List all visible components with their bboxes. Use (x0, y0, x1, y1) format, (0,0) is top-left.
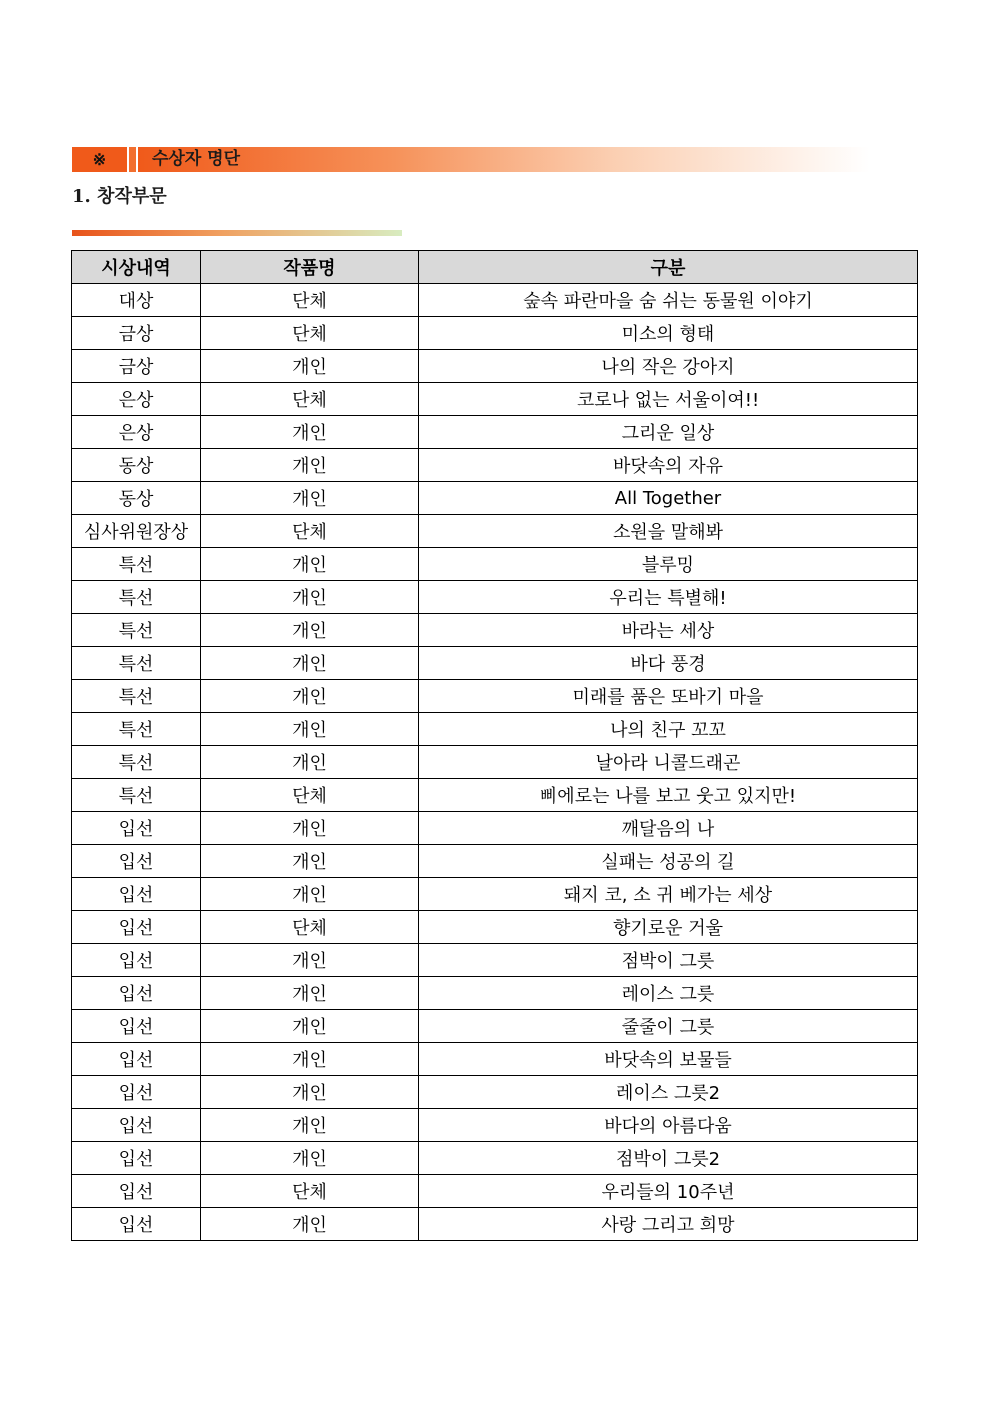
cell-award: 입선 (72, 1043, 201, 1076)
cell-work-type: 개인 (201, 449, 419, 482)
cell-work-type: 개인 (201, 977, 419, 1010)
cell-award: 특선 (72, 746, 201, 779)
cell-title: 바닷속의 보물들 (419, 1043, 918, 1076)
cell-title: 사랑 그리고 희망 (419, 1208, 918, 1241)
table-row (72, 284, 918, 317)
table-row (72, 680, 918, 713)
table-header (72, 251, 918, 284)
table-row (72, 1175, 918, 1208)
cell-work-type: 단체 (201, 1175, 419, 1208)
section-banner (72, 147, 870, 172)
cell-award: 입선 (72, 878, 201, 911)
cell-award: 입선 (72, 1010, 201, 1043)
cell-award: 은상 (72, 416, 201, 449)
header-award: 시상내역 (72, 251, 201, 284)
cell-award: 심사위원장상 (72, 515, 201, 548)
table-row (72, 1043, 918, 1076)
awards-table (71, 250, 918, 1241)
cell-work-type: 개인 (201, 1142, 419, 1175)
cell-title: 우리들의 10주년 (419, 1175, 918, 1208)
cell-work-type: 단체 (201, 317, 419, 350)
cell-title: 그리운 일상 (419, 416, 918, 449)
cell-work-type: 개인 (201, 1043, 419, 1076)
cell-work-type: 개인 (201, 416, 419, 449)
cell-title: 나의 작은 강아지 (419, 350, 918, 383)
cell-work-type: 개인 (201, 713, 419, 746)
table-row (72, 878, 918, 911)
cell-award: 특선 (72, 713, 201, 746)
table-row (72, 317, 918, 350)
table-row (72, 977, 918, 1010)
cell-work-type: 개인 (201, 581, 419, 614)
cell-title: 레이스 그릇 (419, 977, 918, 1010)
header-row (72, 251, 918, 284)
cell-work-type: 개인 (201, 350, 419, 383)
cell-award: 특선 (72, 614, 201, 647)
table-row (72, 1109, 918, 1142)
cell-title: 나의 친구 꼬꼬 (419, 713, 918, 746)
table-row (72, 416, 918, 449)
table-row (72, 911, 918, 944)
table-row (72, 449, 918, 482)
table-row (72, 1142, 918, 1175)
cell-award: 입선 (72, 1109, 201, 1142)
cell-award: 특선 (72, 581, 201, 614)
cell-work-type: 개인 (201, 482, 419, 515)
table-row (72, 581, 918, 614)
cell-work-type: 단체 (201, 383, 419, 416)
cell-title: 우리는 특별해! (419, 581, 918, 614)
cell-work-type: 개인 (201, 1109, 419, 1142)
table-row (72, 746, 918, 779)
cell-award: 입선 (72, 911, 201, 944)
cell-work-type: 개인 (201, 1076, 419, 1109)
cell-work-type: 개인 (201, 548, 419, 581)
header-title: 구분 (419, 251, 918, 284)
banner-title: 수상자 명단 (152, 149, 241, 169)
cell-title: 바라는 세상 (419, 614, 918, 647)
table-row (72, 614, 918, 647)
cell-title: 미래를 품은 또바기 마을 (419, 680, 918, 713)
cell-award: 입선 (72, 812, 201, 845)
cell-work-type: 개인 (201, 680, 419, 713)
table-body (72, 284, 918, 1241)
cell-title: 점박이 그릇2 (419, 1142, 918, 1175)
cell-work-type: 개인 (201, 614, 419, 647)
cell-title: 돼지 코, 소 귀 베가는 세상 (419, 878, 918, 911)
cell-work-type: 개인 (201, 812, 419, 845)
table-row (72, 350, 918, 383)
section-heading: 1. 창작부문 (72, 186, 167, 207)
cell-work-type: 단체 (201, 284, 419, 317)
cell-award: 은상 (72, 383, 201, 416)
table-row (72, 1208, 918, 1241)
cell-work-type: 개인 (201, 1010, 419, 1043)
table-row (72, 482, 918, 515)
cell-title: 깨달음의 나 (419, 812, 918, 845)
cell-work-type: 개인 (201, 845, 419, 878)
cell-award: 금상 (72, 317, 201, 350)
reference-mark-icon: ※ (72, 147, 127, 172)
cell-award: 대상 (72, 284, 201, 317)
table-row (72, 1076, 918, 1109)
cell-award: 금상 (72, 350, 201, 383)
cell-award: 입선 (72, 1076, 201, 1109)
table-row (72, 515, 918, 548)
cell-work-type: 개인 (201, 647, 419, 680)
cell-work-type: 개인 (201, 746, 419, 779)
cell-title: 바다 풍경 (419, 647, 918, 680)
cell-title: 바닷속의 자유 (419, 449, 918, 482)
cell-work-type: 개인 (201, 1208, 419, 1241)
cell-award: 특선 (72, 548, 201, 581)
cell-award: 입선 (72, 977, 201, 1010)
header-work-type: 작품명 (201, 251, 419, 284)
cell-award: 동상 (72, 482, 201, 515)
table-row (72, 713, 918, 746)
table-row (72, 944, 918, 977)
cell-title: 삐에로는 나를 보고 웃고 있지만! (419, 779, 918, 812)
cell-work-type: 단체 (201, 779, 419, 812)
table-row (72, 779, 918, 812)
heading-underline-bar (72, 230, 402, 236)
cell-title: 향기로운 거울 (419, 911, 918, 944)
cell-title: 줄줄이 그릇 (419, 1010, 918, 1043)
table-row (72, 1010, 918, 1043)
cell-title: 실패는 성공의 길 (419, 845, 918, 878)
cell-title: All Together (419, 482, 918, 515)
cell-award: 입선 (72, 845, 201, 878)
cell-award: 특선 (72, 779, 201, 812)
cell-award: 입선 (72, 1175, 201, 1208)
cell-title: 블루밍 (419, 548, 918, 581)
table-row (72, 845, 918, 878)
cell-work-type: 단체 (201, 515, 419, 548)
cell-award: 입선 (72, 1142, 201, 1175)
cell-title: 소원을 말해봐 (419, 515, 918, 548)
banner-separator (129, 147, 136, 172)
cell-award: 동상 (72, 449, 201, 482)
cell-title: 날아라 니콜드래곤 (419, 746, 918, 779)
table-row (72, 647, 918, 680)
cell-work-type: 개인 (201, 944, 419, 977)
cell-title: 숲속 파란마을 숨 쉬는 동물원 이야기 (419, 284, 918, 317)
banner-gradient-bar (138, 147, 870, 172)
table-row (72, 383, 918, 416)
cell-title: 코로나 없는 서울이여!! (419, 383, 918, 416)
cell-title: 레이스 그릇2 (419, 1076, 918, 1109)
cell-award: 특선 (72, 680, 201, 713)
cell-title: 바다의 아름다움 (419, 1109, 918, 1142)
cell-award: 입선 (72, 1208, 201, 1241)
cell-work-type: 단체 (201, 911, 419, 944)
table-row (72, 812, 918, 845)
cell-work-type: 개인 (201, 878, 419, 911)
table-row (72, 548, 918, 581)
cell-award: 입선 (72, 944, 201, 977)
cell-award: 특선 (72, 647, 201, 680)
cell-title: 미소의 형태 (419, 317, 918, 350)
cell-title: 점박이 그릇 (419, 944, 918, 977)
